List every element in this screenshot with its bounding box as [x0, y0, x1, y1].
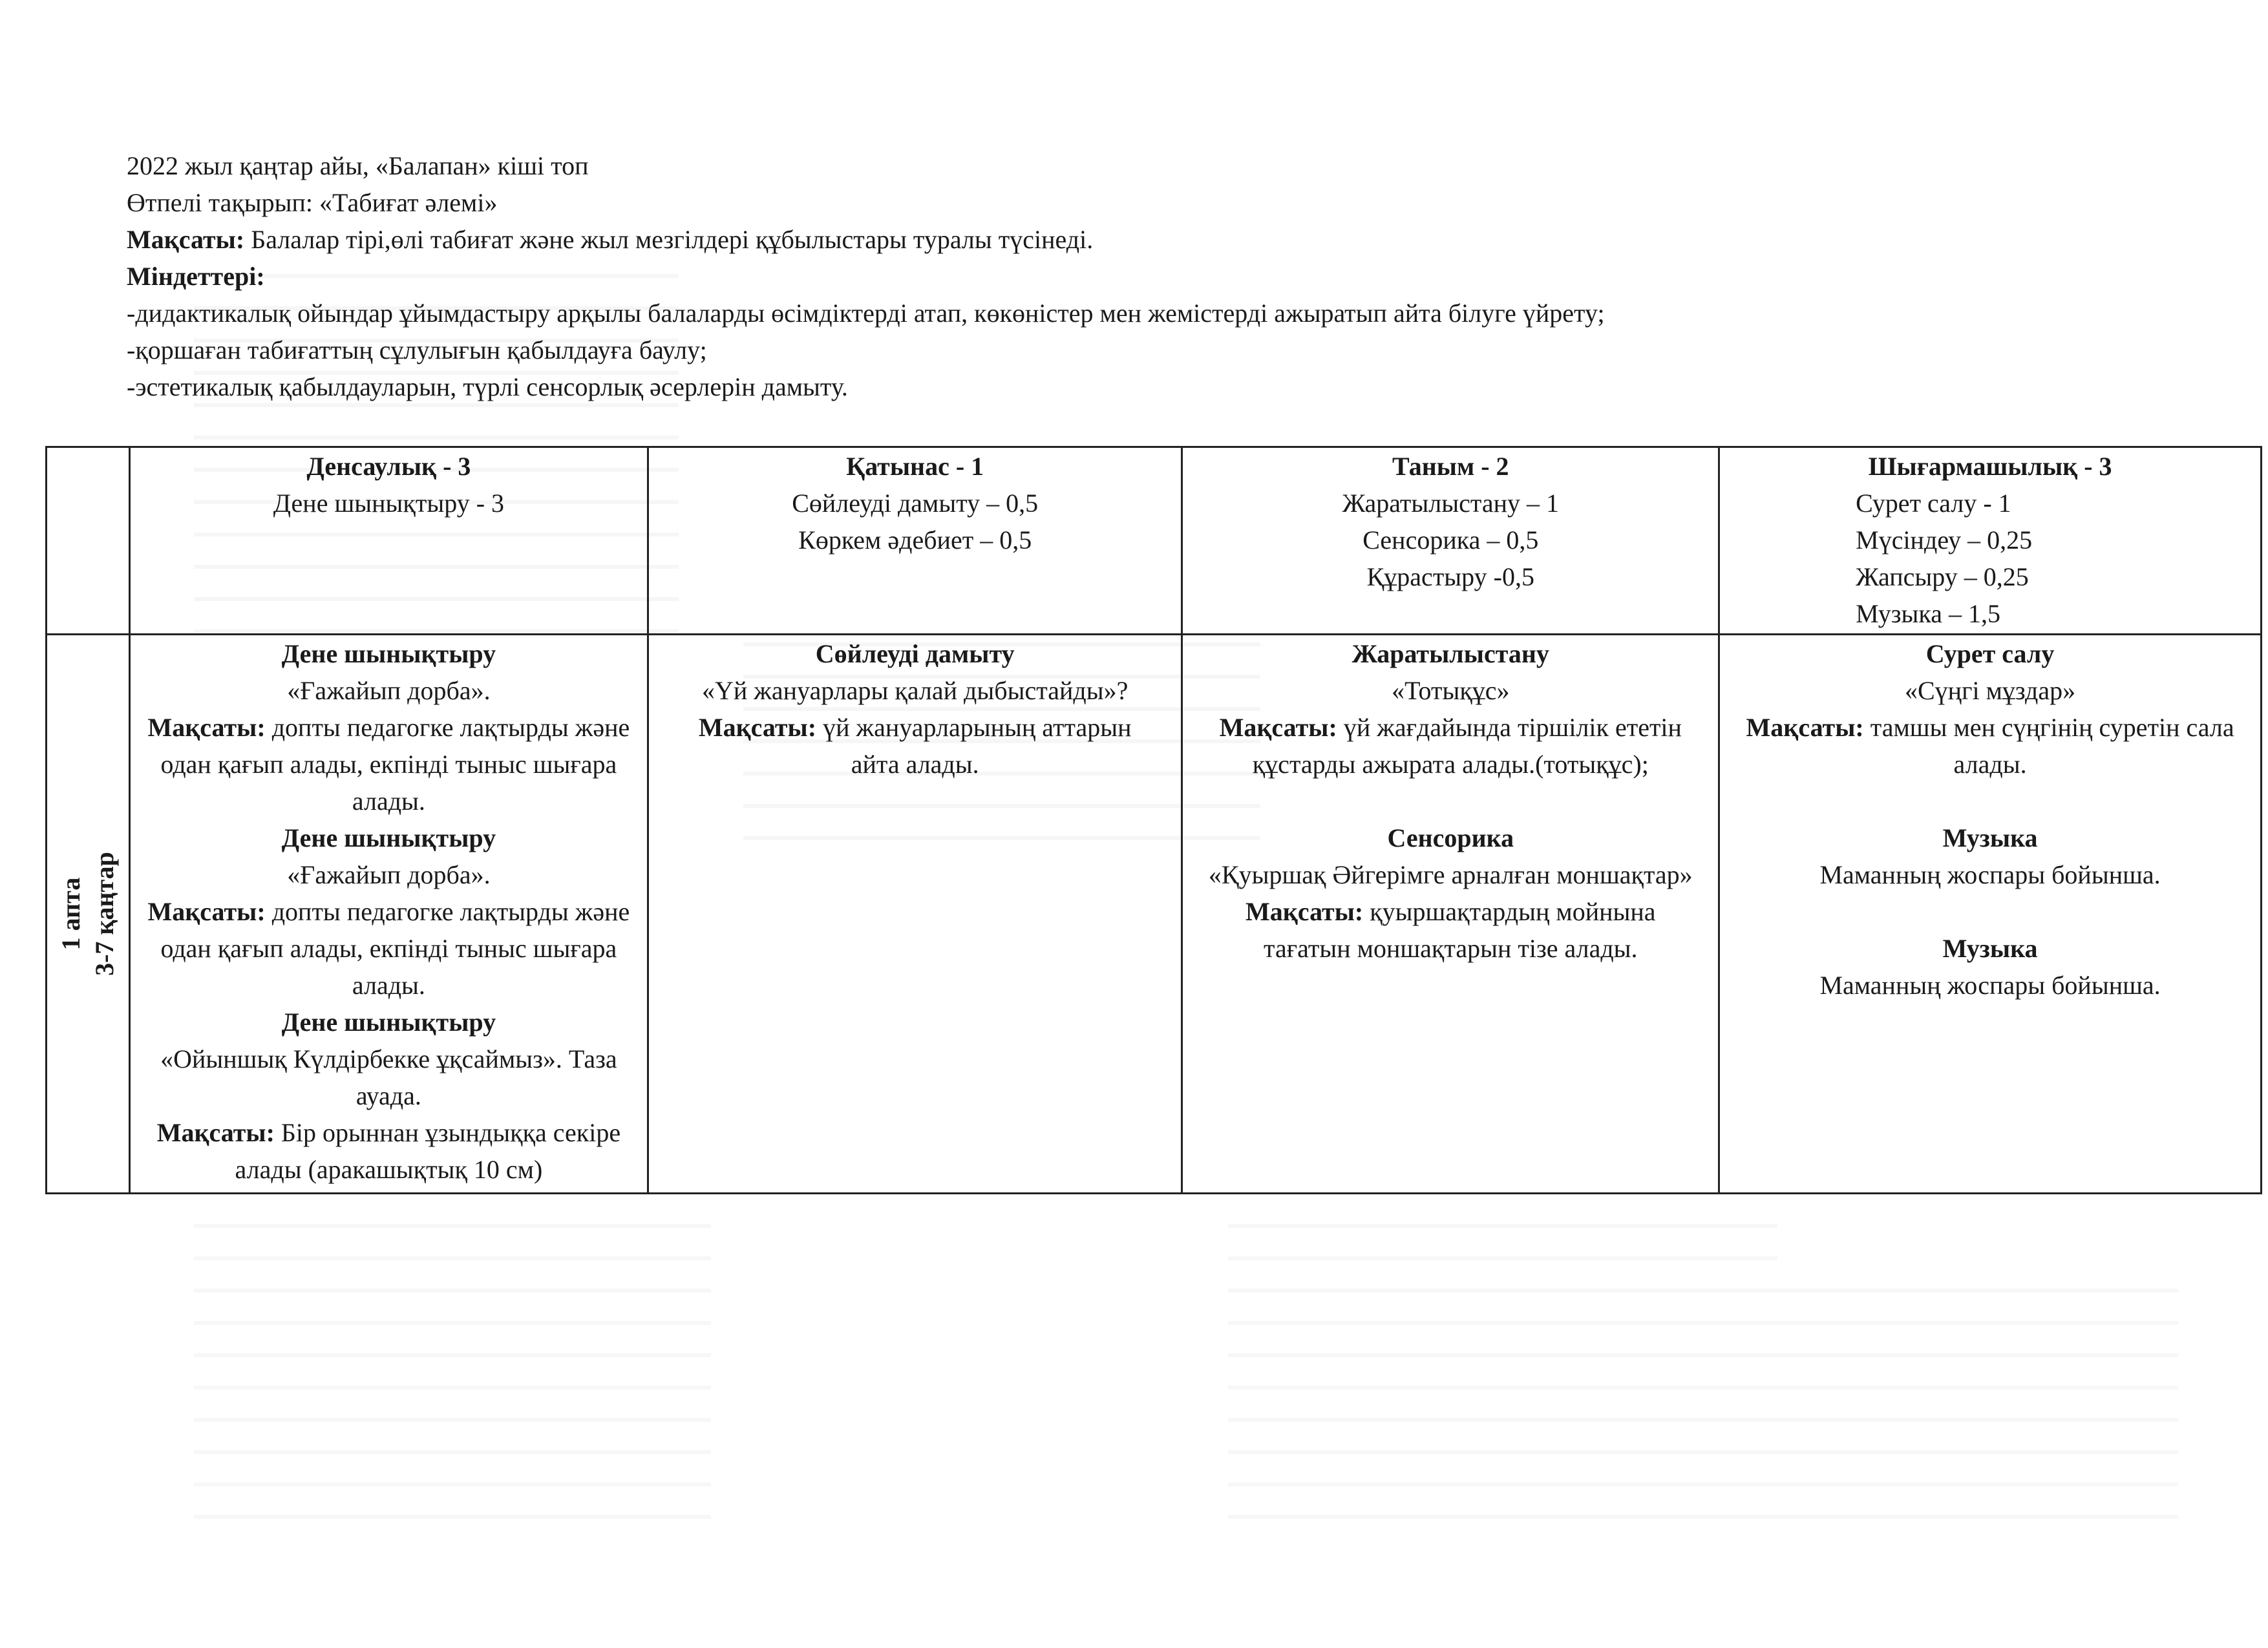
- activity-title: Жаратылыстану: [1351, 639, 1549, 668]
- activity-text: Маманның жоспары бойынша.: [1819, 860, 2161, 889]
- area-cell-cognition: [1182, 447, 1719, 635]
- area-cell-creativity: [1719, 447, 2262, 635]
- activity-goal: Мақсаты: үй жануарларының аттарын айта алады.: [698, 713, 1132, 779]
- activity-name: «Сүңгі мұздар»: [1905, 676, 2076, 705]
- activity-title: Дене шынықтыру: [281, 1008, 496, 1037]
- spacer: [1726, 783, 2254, 819]
- activity-goal: Мақсаты: қуыршақтардың мойнына тағатын моншақтарын тізе алады.: [1245, 897, 1656, 963]
- area-title: Таным - 2: [1392, 452, 1509, 481]
- goal-text: Балалар тірі,өлі табиғат және жыл мезгілдері құбылыстары туралы түсінеді.: [244, 225, 1094, 254]
- activity-name: «Үй жануарлары қалай дыбыстайды»?: [702, 676, 1129, 705]
- document-header: [127, 147, 2195, 405]
- header-line-period: 2022 жыл қаңтар айы, «Балапан» кіші топ: [127, 151, 589, 180]
- area-title: Шығармашылық - 3: [1868, 452, 2112, 481]
- bleed-through-marks: [194, 1196, 711, 1519]
- task-item: -дидактикалық ойындар ұйымдастыру арқылы балаларды өсімдіктерді атап, көкөністер мен жемістерді ажыратып айта білуге үйрету;: [127, 299, 1605, 328]
- area-line: Жапсыру – 0,25: [1856, 562, 2029, 591]
- header-tasks-label: Міндеттері:: [127, 262, 265, 291]
- activity-title: Дене шынықтыру: [281, 823, 496, 852]
- area-line: Сурет салу - 1: [1856, 489, 2011, 518]
- area-line: Музыка – 1,5: [1856, 599, 2000, 628]
- bleed-through-marks: [1777, 1260, 2178, 1519]
- creativity-activities-cell: [1719, 635, 2262, 1194]
- header-line-topic: Өтпелі тақырып: «Табиғат әлемі»: [127, 188, 498, 217]
- activity-goal: Мақсаты: үй жағдайында тіршілік ететін құстарды ажырата алады.(тотықұс);: [1219, 713, 1682, 779]
- activity-title: Сөйлеуді дамыту: [815, 639, 1015, 668]
- activity-goal: Мақсаты: допты педагогке лақтырды және одан қағып алады, екпінді тыныс шығара алады.: [147, 713, 630, 816]
- task-item: -эстетикалық қабылдауларын, түрлі сенсорлық әсерлерін дамыту.: [127, 372, 848, 401]
- week-label: [54, 852, 122, 976]
- week-dates: 3-7 қаңтар: [89, 852, 119, 976]
- area-line: Сөйлеуді дамыту – 0,5: [792, 489, 1039, 518]
- activity-name: «Тотықұс»: [1392, 676, 1510, 705]
- activity-name: «Ойыншық Күлдірбекке ұқсаймыз». Таза ауада.: [160, 1044, 617, 1110]
- area-line: Сенсорика – 0,5: [1362, 525, 1539, 555]
- activity-name: «Қуыршақ Әйгерімге арналған моншақтар»: [1208, 860, 1693, 889]
- goal-label: Мақсаты:: [127, 225, 245, 254]
- area-cell-communication: [648, 447, 1182, 635]
- area-line: Құрастыру -0,5: [1366, 562, 1534, 591]
- task-item: -қоршаған табиғаттың сұлулығын қабылдауға баулу;: [127, 335, 707, 364]
- activity-text: Маманның жоспары бойынша.: [1819, 971, 2161, 1000]
- area-line: Жаратылыстану – 1: [1342, 489, 1559, 518]
- health-activities-cell: [129, 635, 648, 1194]
- activity-title: Музыка: [1942, 934, 2038, 963]
- week-number: 1 апта: [56, 877, 85, 951]
- activity-title: Дене шынықтыру: [281, 639, 496, 668]
- header-goal: [127, 221, 2195, 258]
- activity-name: «Ғажайып дорба».: [287, 860, 491, 889]
- activity-title: Сурет салу: [1925, 639, 2055, 668]
- activity-name: «Ғажайып дорба».: [287, 676, 491, 705]
- areas-row: [47, 447, 2262, 635]
- area-title: Қатынас - 1: [846, 452, 984, 481]
- area-title: Денсаулық - 3: [306, 452, 471, 481]
- cognition-activities-cell: [1182, 635, 1719, 1194]
- corner-cell: [47, 447, 130, 635]
- activity-title: Музыка: [1942, 823, 2038, 852]
- area-line: Көркем әдебиет – 0,5: [798, 525, 1032, 555]
- spacer: [1726, 893, 2254, 930]
- activity-goal: Мақсаты: допты педагогке лақтырды және одан қағып алады, екпінді тыныс шығара алады.: [147, 897, 630, 1000]
- spacer: [1202, 783, 1699, 819]
- area-line: Мүсіндеу – 0,25: [1856, 525, 2033, 555]
- week-row: [47, 635, 2262, 1194]
- area-line: Дене шынықтыру - 3: [273, 489, 505, 518]
- activity-title: Сенсорика: [1387, 823, 1514, 852]
- communication-activities-cell: [648, 635, 1182, 1194]
- area-cell-health: [129, 447, 648, 635]
- bleed-through-marks: [1228, 1196, 1777, 1519]
- activity-goal: Мақсаты: Бір орыннан ұзындыққа секіре алады (аракашықтық 10 см): [156, 1118, 621, 1184]
- plan-table: [45, 446, 2262, 1194]
- week-cell: [47, 635, 130, 1194]
- activity-goal: Мақсаты: тамшы мен сүңгінің суретін сала алады.: [1746, 713, 2234, 779]
